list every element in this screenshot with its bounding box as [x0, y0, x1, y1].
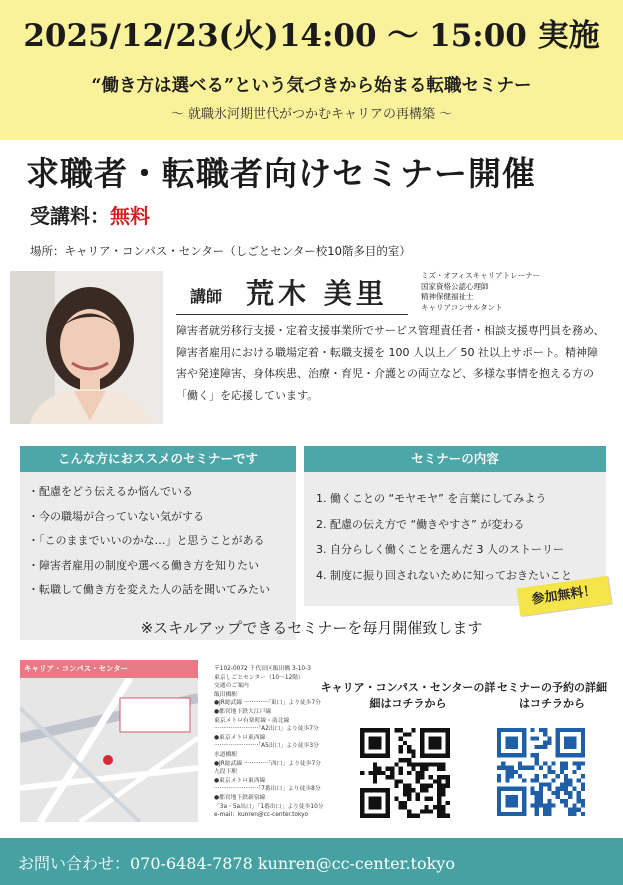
- venue: 場所：キャリア・コンパス・センター（しごとセンター校10階多目的室）: [30, 244, 411, 258]
- portrait-image: [10, 271, 163, 424]
- list-item: ・今の職場が合っていない気がする: [28, 509, 204, 523]
- access-line: 交通のご案内: [214, 683, 249, 690]
- access-line: ●JR総武線 ·············「東口」より徒歩7分: [214, 700, 321, 707]
- access-line: e-mail：kunren@cc-center.tokyo: [214, 812, 309, 819]
- list-item: 1. 働くことの “モヤモヤ” を言葉にしてみよう: [316, 492, 547, 505]
- access-line: 東京メトロ有楽町線・南北線: [214, 717, 290, 724]
- qr-code-icon: [360, 728, 450, 818]
- lecturer-role: 講師: [190, 287, 223, 306]
- subtitle: ～ 就職氷河期世代がつかむキャリアの再構築 ～: [170, 107, 453, 122]
- access-line: 飯田橋駅: [214, 691, 238, 698]
- recommend-box: [20, 446, 296, 640]
- recommend-list: [20, 472, 296, 640]
- list-item: ・転職して働き方を変えた人の話を聞いてみたい: [28, 583, 270, 596]
- center-qr-label: キャリア・コンパス・センターの詳細はコチラから: [320, 681, 496, 710]
- access-line: ························「A2出口」より徒歩7分: [214, 726, 319, 733]
- access-line: 水道橋駅: [214, 751, 238, 758]
- fee-value: 無料: [110, 204, 150, 228]
- list-item: 4. 制度に振り回されないために知っておきたいこと: [316, 568, 572, 582]
- lecturer-photo: [10, 271, 163, 424]
- lecturer-title-item: 国家資格公認心理師: [421, 281, 489, 291]
- fee-label: 受講料：: [30, 204, 110, 228]
- access-line: ●JR総武線 ·············「西口」より徒歩7分: [214, 760, 321, 767]
- monthly-note: ※スキルアップできるセミナーを毎月開催致します: [140, 619, 483, 637]
- recommend-heading: こんな方におススメのセミナーです: [20, 446, 296, 472]
- reserve-qr-label: セミナーの予約の詳細はコチラから: [497, 681, 607, 710]
- event-date-time: 2025/12/23(火)14:00 ～ 15:00 実施: [23, 18, 600, 54]
- contact-info: お問い合わせ：070-6484-7878 kunren@cc-center.tokyo: [18, 854, 455, 873]
- lecturer-name: 荒木 美里: [246, 277, 388, 310]
- lecturer-title-item: キャリアコンサルタント: [421, 302, 503, 312]
- access-line: ························「7番出口」より徒歩8分: [214, 786, 321, 793]
- access-line: ························「A5出口」より徒歩3分: [214, 743, 319, 750]
- list-item: ・「このままでいいのかな…」と思うことがある: [28, 534, 265, 547]
- free-badge: 参加無料！: [516, 576, 611, 617]
- access-line: 九段下駅: [214, 769, 238, 776]
- access-line: ●都営地下鉄大江戸線: [214, 708, 272, 715]
- content-heading: セミナーの内容: [304, 446, 606, 472]
- fee: [30, 200, 150, 229]
- list-item: ・障害者雇用の制度や選べる働き方を知りたい: [28, 558, 259, 572]
- access-info: [214, 665, 324, 820]
- name-underline: [176, 314, 408, 315]
- access-line: 〒102-0072 千代田区飯田橋 3-10-3: [214, 666, 311, 672]
- access-line: ●東京メトロ東西線: [214, 734, 266, 741]
- center-qr-code[interactable]: [360, 728, 450, 818]
- access-line: ●都営地下鉄新宿線: [214, 794, 266, 801]
- access-line: 東京しごとセンター（10〜12階）: [214, 674, 304, 681]
- qr-code-icon: [497, 728, 585, 816]
- catchphrase: “働き方は選べる”という気づきから始まる転職セミナー: [91, 76, 532, 96]
- page-title: 求職者・転職者向けセミナー開催: [26, 154, 536, 193]
- access-map: [20, 660, 198, 822]
- map-title: キャリア・コンパス・センター: [24, 664, 129, 673]
- access-line: ●東京メトロ東西線: [214, 777, 266, 784]
- lecturer-titles: [421, 271, 540, 313]
- list-item: 2. 配慮の伝え方で “働きやすさ” が変わる: [316, 517, 525, 531]
- lecturer-title-item: 精神保健福祉士: [421, 292, 474, 301]
- access-line: 「3a・5a出口」「1番出口」より徒歩10分: [214, 803, 324, 810]
- lecturer-title-item: ミズ・オフィスキャリアトレーナー: [421, 271, 541, 280]
- map-graphic: [20, 678, 198, 822]
- list-item: 3. 自分らしく働くことを選んだ 3 人のストーリー: [316, 543, 564, 556]
- lecturer-bio: 障害者就労移行支援・定着支援事業所でサービス管理責任者・相談支援専門員を務め、障害者雇用における職場定着・転職支援を 100 人以上／ 50 社以上サポート。精神障害や発達障害、身体疾患、治療・育児・介護との両立など、多様な事情を抱える方の「働く」を応援しています。: [176, 324, 605, 402]
- list-item: ・配慮をどう伝えるか悩んでいる: [28, 485, 193, 498]
- reserve-qr-code[interactable]: [497, 728, 585, 816]
